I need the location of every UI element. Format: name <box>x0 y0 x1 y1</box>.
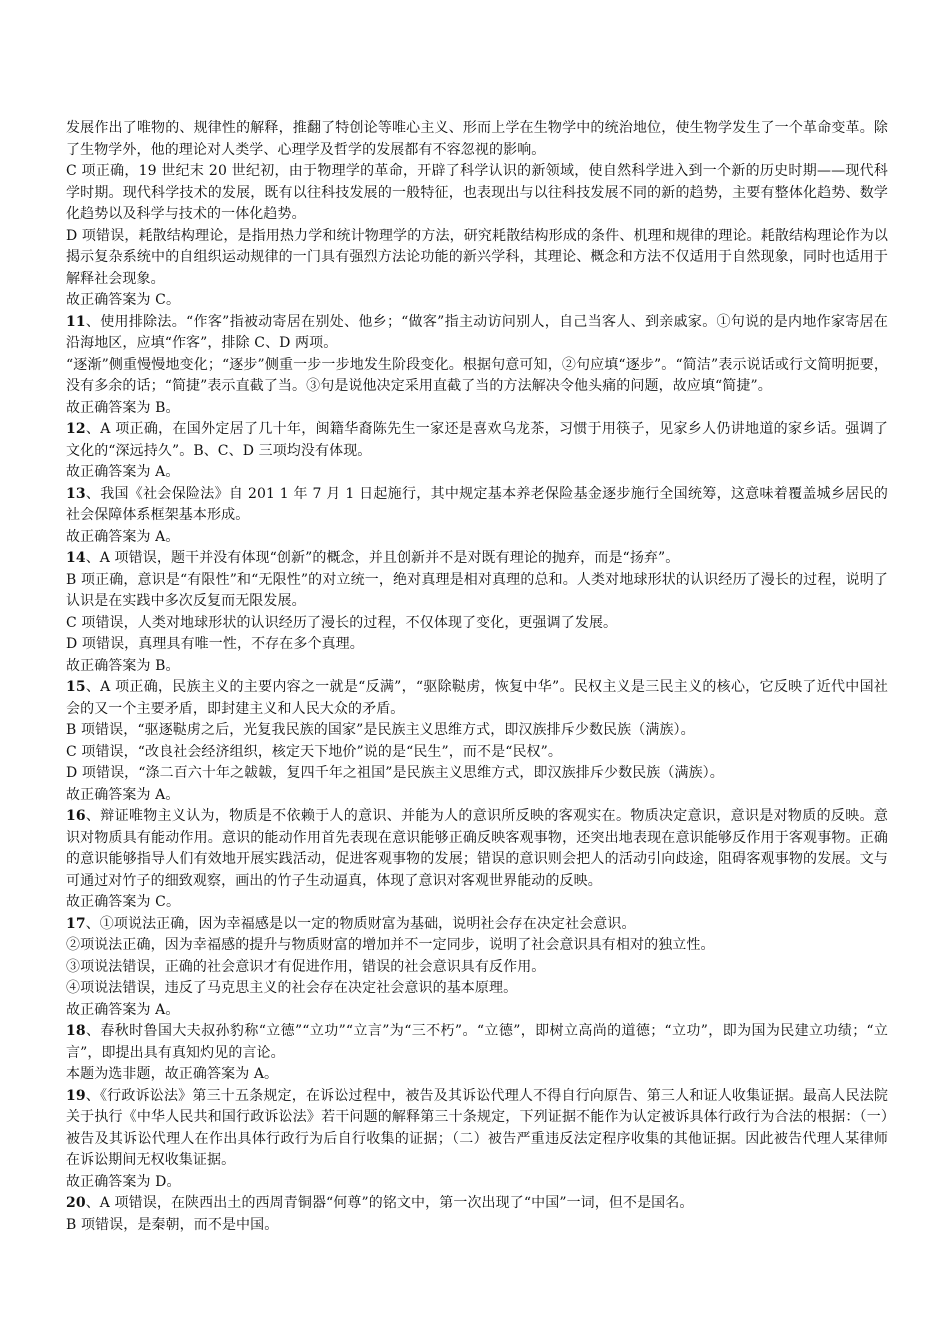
text-paragraph <box>66 1000 888 1022</box>
text-paragraph <box>66 527 888 549</box>
text-paragraph <box>66 290 888 312</box>
paragraph-text: 、①项说法正确，因为幸福感是以一定的物质财富为基础，说明社会存在决定社会意识。 <box>85 915 636 932</box>
paragraph-text: 故正确答案为 C。 <box>66 292 181 308</box>
text-paragraph <box>66 720 888 742</box>
paragraph-text: C 项正确，19 世纪末 20 世纪初，由于物理学的革命，开辟了科学认识的新领域，使自然科学进入到一个新的历史时期——现代科学时期。现代科学技术的发展，既有以往科技发展的一般特征，也表现出与以往科技发展不同的新的趋势，主要有整体化趋势、数学化趋势以及科学与技术的一体化趋势。 <box>66 163 888 222</box>
question-paragraph <box>66 419 888 462</box>
paragraph-text: C 项错误，“改良社会经济组织，核定天下地价”说的是“民生”，而不是“民权”。 <box>66 743 563 760</box>
text-paragraph <box>66 785 888 807</box>
text-paragraph <box>66 656 888 678</box>
text-paragraph <box>66 978 888 1000</box>
text-paragraph <box>66 161 888 226</box>
text-paragraph <box>66 462 888 484</box>
paragraph-text: 故正确答案为 A。 <box>66 786 180 803</box>
paragraph-text: 、《行政诉讼法》第三十五条规定，在诉讼过程中，被告及其诉讼代理人不得自行向原告、第三人和证人收集证据。最高人民法院关于执行《中华人民共和国行政诉讼法》若干问题的解释第三十条规定，下列证据不能作为认定被诉具体行政行为合法的根据：（一）被告及其诉讼代理人在作出具体行政行为后自行收集的证据；（二）被告严重违反法定程序收集的其他证据。因此被告代理人某律师在诉讼期间无权收集证据。 <box>66 1087 888 1168</box>
question-number: 16 <box>66 808 86 824</box>
paragraph-text: 故正确答案为 A。 <box>66 464 180 480</box>
paragraph-text: 、我国《社会保险法》自 201 1 年 7 月 1 日起施行，其中规定基本养老保险基金逐步施行全国统筹，这意味着覆盖城乡居民的社会保障体系框架基本形成。 <box>66 485 888 523</box>
text-paragraph <box>66 570 888 613</box>
paragraph-text: B 项错误，“驱逐鞑虏之后，光复我民族的国家”是民族主义思维方式，即汉族排斥少数民族（满族）。 <box>66 722 695 738</box>
text-paragraph <box>66 398 888 420</box>
question-paragraph <box>66 484 888 527</box>
text-paragraph <box>66 634 888 656</box>
paragraph-text: 、A 项错误，题干并没有体现“创新”的概念，并且创新并不是对既有理论的抛弃，而是“扬弃”。 <box>85 550 680 566</box>
paragraph-text: 故正确答案为 D。 <box>66 1173 181 1190</box>
paragraph-text: 发展作出了唯物的、规律性的解释，推翻了特创论等唯心主义、形而上学在生物学中的统治地位，使生物学发生了一个革命变革。除了生物学外，他的理论对人类学、心理学及哲学的发展都有不容忽视的影响。 <box>66 120 888 158</box>
paragraph-text: “逐渐”侧重慢慢地变化；“逐步”侧重一步一步地发生阶段变化。根据句意可知，②句应填“逐步”。“简洁”表示说话或行文简明扼要，没有多余的话；“简捷”表示直截了当。③句是说他决定采用直截了当的方法解决令他头痛的问题，故应填“简捷”。 <box>66 356 888 394</box>
text-paragraph <box>66 957 888 979</box>
text-paragraph <box>66 742 888 764</box>
text-paragraph <box>66 355 888 398</box>
text-paragraph <box>66 226 888 291</box>
question-number: 20 <box>66 1195 86 1211</box>
text-paragraph <box>66 763 888 785</box>
question-number: 17 <box>66 915 86 932</box>
paragraph-text: D 项错误，真理具有唯一性，不存在多个真理。 <box>66 636 364 652</box>
paragraph-text: ②项说法正确，因为幸福感的提升与物质财富的增加并不一定同步，说明了社会意识具有相对的独立性。 <box>66 937 715 953</box>
question-paragraph <box>66 312 888 355</box>
paragraph-text: ④项说法错误，违反了马克思主义的社会存在决定社会意识的基本原理。 <box>66 980 518 996</box>
question-paragraph <box>66 914 888 936</box>
paragraph-text: 故正确答案为 B。 <box>66 399 180 416</box>
question-number: 18 <box>66 1023 86 1039</box>
paragraph-text: 、春秋时鲁国大夫叔孙豹称“立德”“立功”“立言”为“三不朽”。“立德”，即树立高尚的道德；“立功”，即为国为民建立功绩；“立言”，即提出具有真知灼见的言论。 <box>66 1023 888 1061</box>
paragraph-text: 、辩证唯物主义认为，物质是不依赖于人的意识、并能为人的意识所反映的客观实在。物质决定意识，意识是对物质的反映。意识对物质具有能动作用。意识的能动作用首先表现在意识能够正确反映客观事物，还突出地表现在意识能够反作用于客观事物。正确的意识能够指导人们有效地开展实践活动，促进客观事物的发展；错误的意识则会把人的活动引向歧途，阻碍客观事物的发展。文与可通过对竹子的细致观察，画出的竹子生动逼真，体现了意识对客观世界能动的反映。 <box>66 808 888 889</box>
paragraph-text: ③项说法错误，正确的社会意识才有促进作用，错误的社会意识具有反作用。 <box>66 958 546 975</box>
paragraph-text: C 项错误，人类对地球形状的认识经历了漫长的过程，不仅体现了变化，更强调了发展。 <box>66 614 618 631</box>
question-paragraph <box>66 1193 888 1215</box>
paragraph-text: 、A 项错误，在陕西出土的西周青铜器“何尊”的铭文中，第一次出现了“中国”一词，但不是国名。 <box>85 1195 694 1211</box>
text-paragraph <box>66 892 888 914</box>
paragraph-text: 故正确答案为 A。 <box>66 1001 180 1018</box>
text-paragraph <box>66 935 888 957</box>
question-number: 11 <box>66 313 86 330</box>
document-body <box>66 118 888 1236</box>
text-paragraph <box>66 118 888 161</box>
question-paragraph <box>66 1021 888 1064</box>
paragraph-text: 、A 项正确，民族主义的主要内容之一就是“反满”，“驱除鞑虏，恢复中华”。民权主义是三民主义的核心，它反映了近代中国社会的又一个主要矛盾，即封建主义和人民大众的矛盾。 <box>66 679 888 717</box>
paragraph-text: 故正确答案为 A。 <box>66 528 180 545</box>
text-paragraph <box>66 1172 888 1194</box>
question-number: 13 <box>66 485 86 502</box>
question-paragraph <box>66 677 888 720</box>
paragraph-text: 、A 项正确，在国外定居了几十年，闽籍华裔陈先生一家还是喜欢乌龙茶，习惯于用筷子，见家乡人仍讲地道的家乡话。强调了文化的“深远持久”。B、C、D 三项均没有体现。 <box>66 421 888 459</box>
question-paragraph <box>66 548 888 570</box>
text-paragraph <box>66 1215 888 1237</box>
text-paragraph <box>66 1064 888 1086</box>
text-paragraph <box>66 613 888 635</box>
paragraph-text: D 项错误，耗散结构理论，是指用热力学和统计物理学的方法，研究耗散结构形成的条件、机理和规律的理论。耗散结构理论作为以揭示复杂系统中的自组织运动规律的一门具有强烈方法论功能的新兴学科，其理论、概念和方法不仅适用于自然现象，同时也适用于解释社会现象。 <box>66 227 888 287</box>
question-number: 15 <box>66 679 86 695</box>
question-number: 14 <box>66 550 86 566</box>
paragraph-text: 故正确答案为 C。 <box>66 894 181 910</box>
paragraph-text: D 项错误，“涤二百六十年之韍韍，复四千年之祖国”是民族主义思维方式，即汉族排斥少数民族（满族）。 <box>66 765 724 781</box>
paragraph-text: 、使用排除法。“作客”指被动寄居在别处、他乡；“做客”指主动访问别人，自己当客人、到亲戚家。①句说的是内地作家寄居在沿海地区，应填“作客”，排除 C、D 两项。 <box>66 313 888 351</box>
question-number: 12 <box>66 421 86 437</box>
paragraph-text: 故正确答案为 B。 <box>66 657 180 674</box>
paragraph-text: 本题为选非题，故正确答案为 A。 <box>66 1066 279 1082</box>
question-number: 19 <box>66 1087 86 1104</box>
question-paragraph <box>66 1086 888 1172</box>
question-paragraph <box>66 806 888 892</box>
paragraph-text: B 项正确，意识是“有限性”和“无限性”的对立统一，绝对真理是相对真理的总和。人类对地球形状的认识经历了漫长的过程，说明了认识是在实践中多次反复而无限发展。 <box>66 571 888 609</box>
paragraph-text: B 项错误，是秦朝，而不是中国。 <box>66 1216 279 1233</box>
